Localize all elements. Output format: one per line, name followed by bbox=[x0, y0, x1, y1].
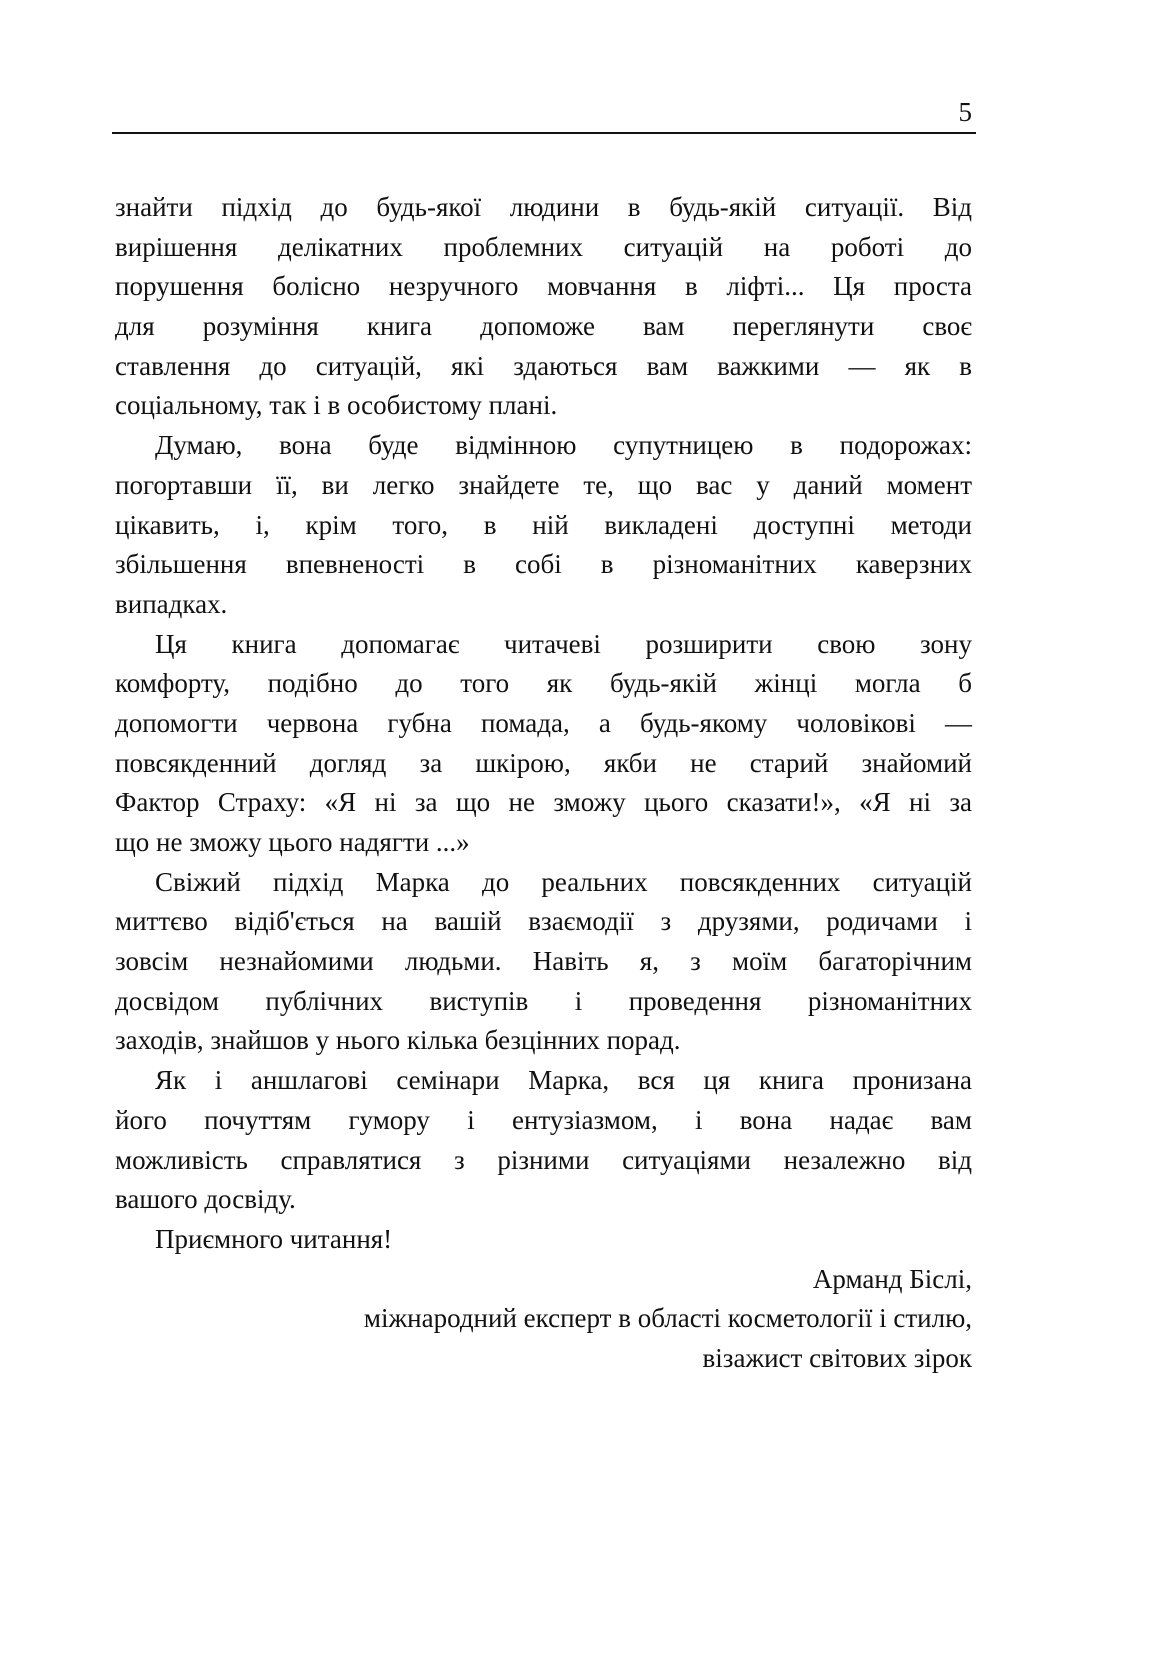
paragraph-line: для розуміння книга допоможе вам переглянути своє bbox=[115, 311, 972, 342]
paragraph-line: комфорту, подібно до того як будь-якій жінці могла б bbox=[115, 668, 972, 699]
body-text bbox=[115, 188, 972, 1379]
page-number: 5 bbox=[958, 97, 972, 127]
paragraph-line: соціальному, так і в особистому плані. bbox=[115, 390, 558, 421]
paragraph-line: заходів, знайшов у нього кілька безцінних порад. bbox=[115, 1025, 681, 1056]
paragraph-line: можливість справлятися з різними ситуаціями незалежно від bbox=[115, 1144, 972, 1175]
paragraph-line: погортавши її, ви легко знайдете те, що вас у даний момент bbox=[115, 469, 972, 500]
paragraph-line: знайти підхід до будь-якої людини в будь-якій ситуації. Від bbox=[115, 192, 972, 222]
paragraph-line: збільшення впевненості в собі в різноманітних каверзних bbox=[115, 549, 972, 580]
paragraph-line: вирішення делікатних проблемних ситуацій на роботі до bbox=[115, 231, 972, 262]
paragraph-line: Думаю, вона буде відмінною супутницею в подорожах: bbox=[155, 430, 972, 461]
paragraph-line: випадках. bbox=[115, 588, 228, 619]
header-rule bbox=[112, 132, 976, 134]
paragraph-line: Ця книга допомагає читачеві розширити свою зону bbox=[155, 628, 972, 659]
signature-title-line2: візажист світових зірок bbox=[702, 1342, 972, 1373]
paragraph-line: ставлення до ситуацій, які здаються вам важкими — як в bbox=[115, 350, 972, 381]
paragraph-line: порушення болісно незручного мовчання в ліфті... Ця проста bbox=[115, 271, 972, 302]
paragraph-line: допомогти червона губна помада, а будь-якому чоловікові — bbox=[115, 707, 972, 738]
paragraph-line: що не зможу цього надягти ...» bbox=[115, 827, 470, 857]
signature-name: Арманд Біслі, bbox=[812, 1263, 972, 1294]
paragraph-line: цікавить, і, крім того, в ній викладені доступні методи bbox=[115, 509, 972, 540]
signature-title-line1: міжнародний експерт в області косметології і стилю, bbox=[363, 1303, 972, 1334]
paragraph-line: його почуттям гумору і ентузіазмом, і вона надає вам bbox=[115, 1104, 972, 1135]
paragraph-line: зовсім незнайомими людьми. Навіть я, з моїм багаторічним bbox=[115, 946, 972, 977]
paragraph-line: Свіжий підхід Марка до реальних повсякденних ситуацій bbox=[155, 866, 972, 897]
paragraph-line: Приємного читання! bbox=[155, 1223, 393, 1254]
paragraph-line: вашого досвіду. bbox=[115, 1184, 296, 1215]
paragraph-line: досвідом публічних виступів і проведення різноманітних bbox=[115, 985, 972, 1016]
paragraph-line: Фактор Страху: «Я ні за що не зможу цього сказати!», «Я ні за bbox=[115, 787, 972, 818]
paragraph-line: повсякденний догляд за шкірою, якби не старий знайомий bbox=[115, 747, 972, 778]
paragraph-line: миттєво відіб'ється на вашій взаємодії з друзями, родичами і bbox=[115, 906, 972, 937]
paragraph-line: Як і аншлагові семінари Марка, вся ця книга пронизана bbox=[155, 1065, 972, 1096]
